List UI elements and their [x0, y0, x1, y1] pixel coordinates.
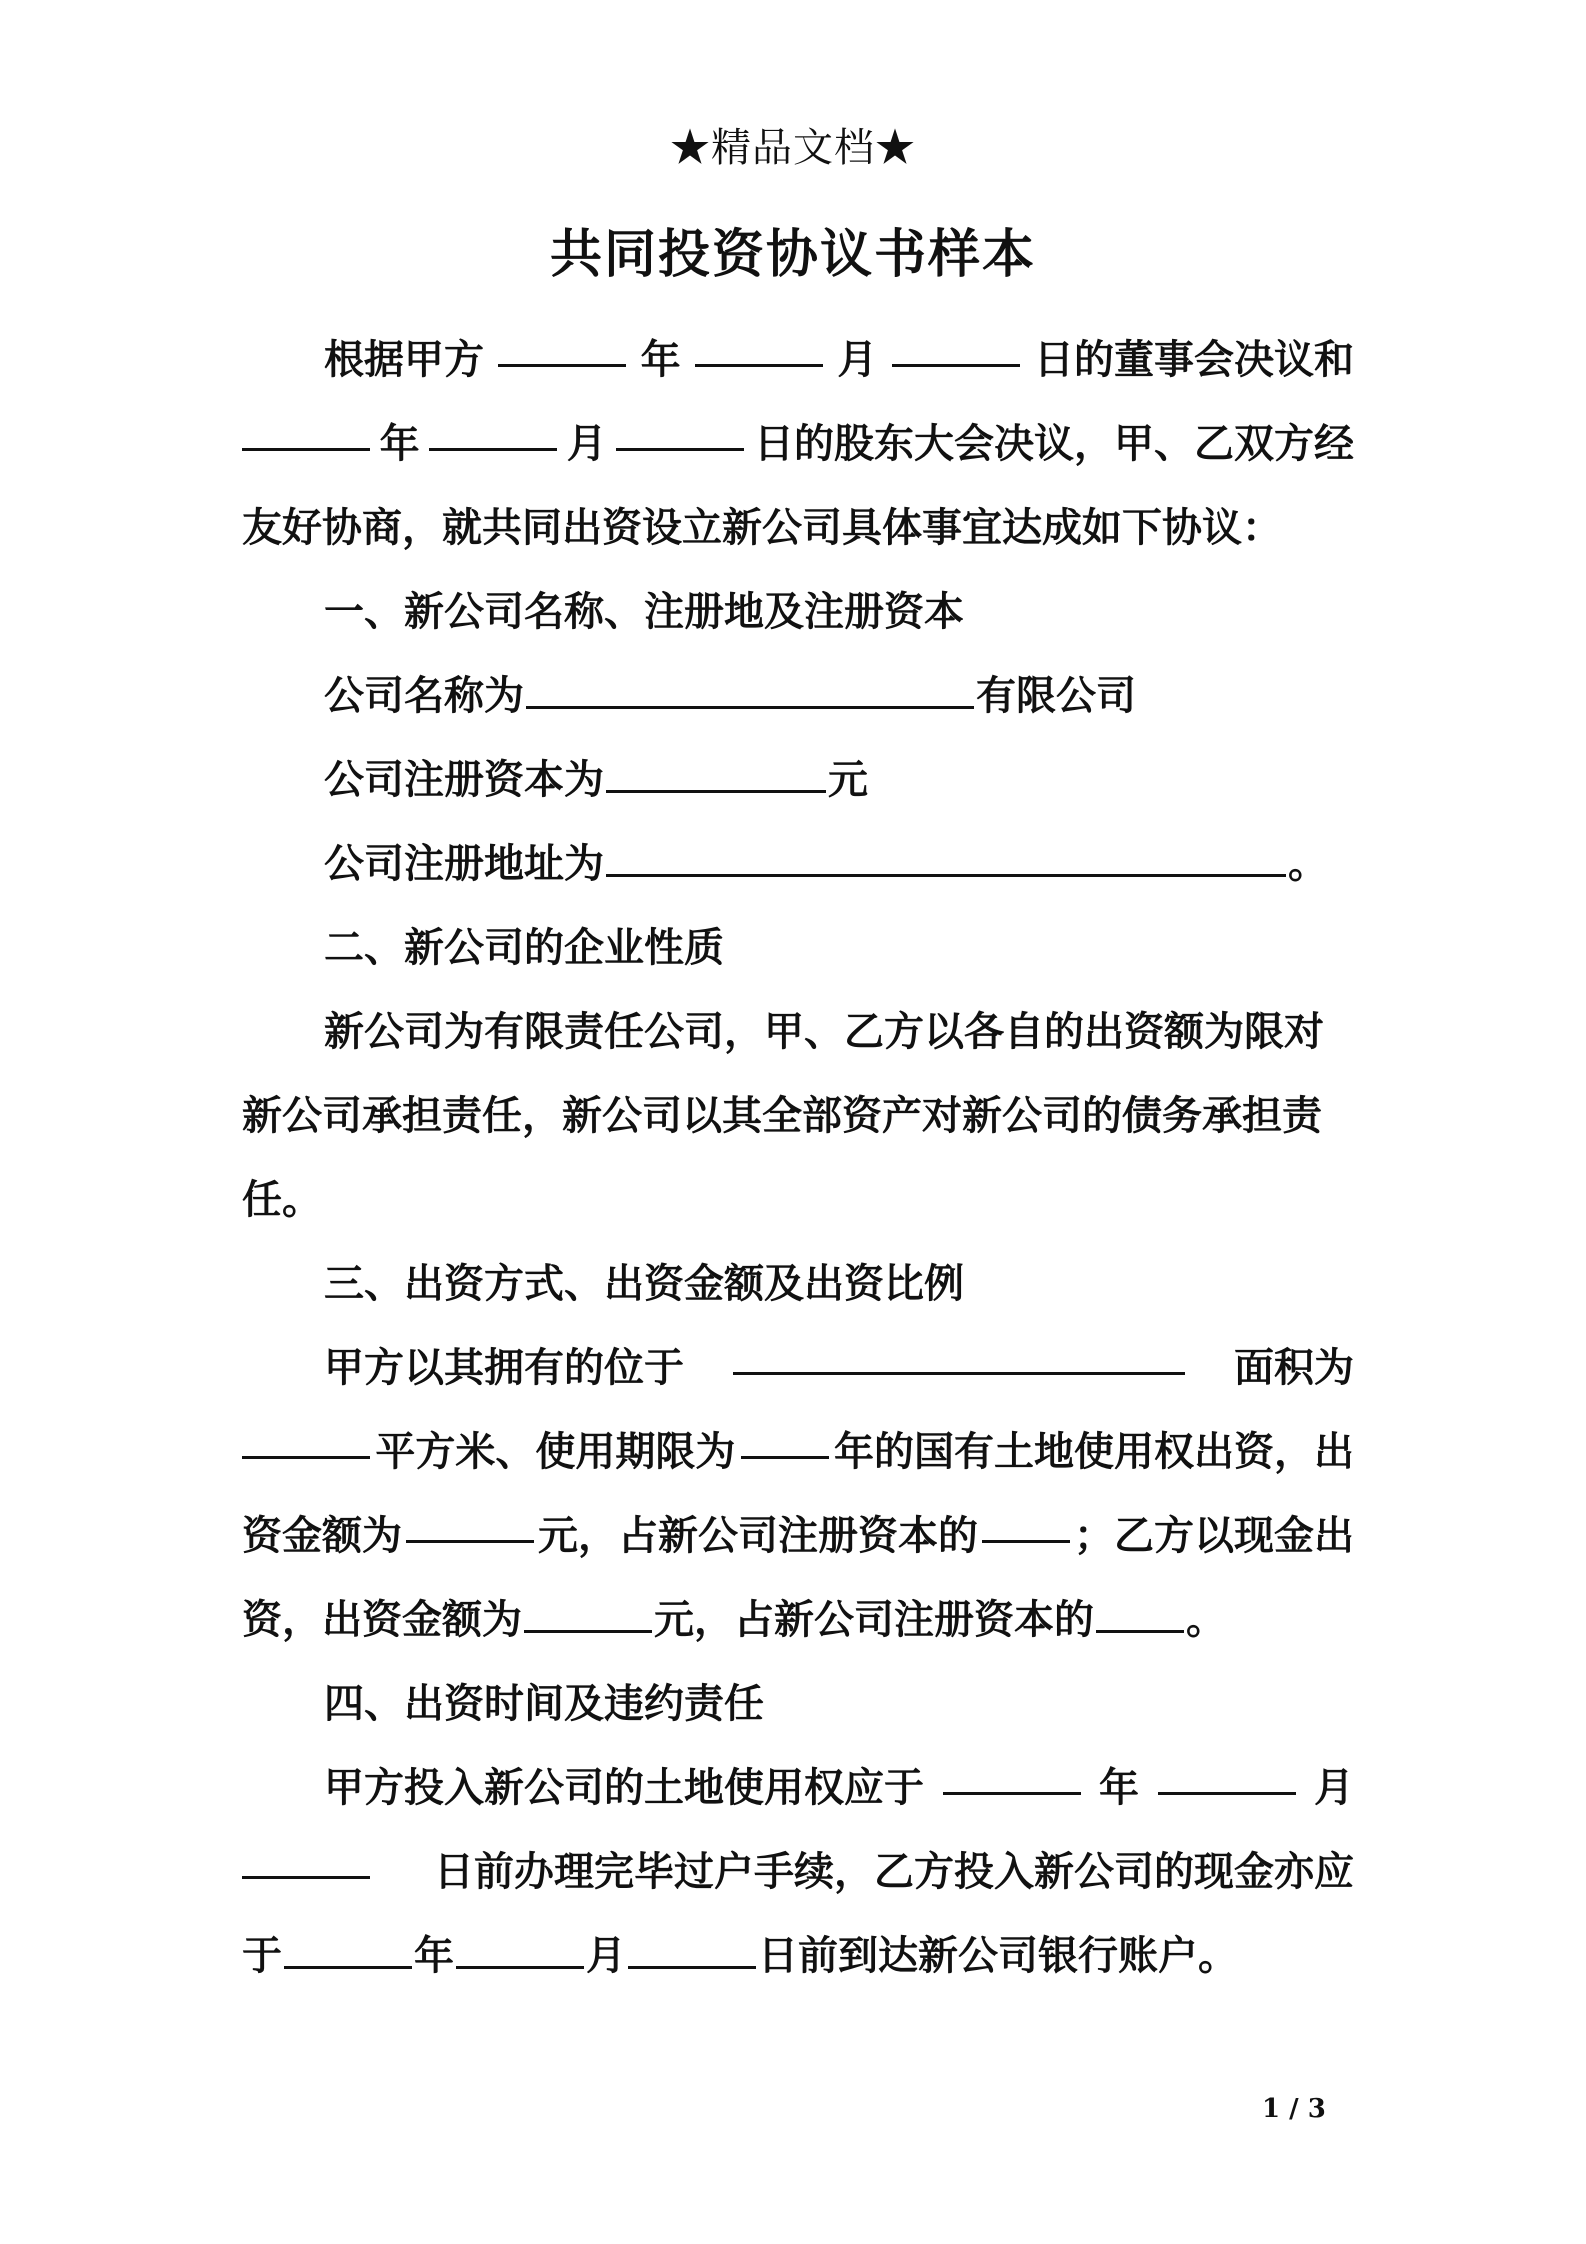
blank-area — [242, 1410, 370, 1459]
blank-day — [628, 1920, 756, 1969]
section-3-heading: 三、出资方式、出资金额及出资比例 — [324, 1261, 964, 1307]
text-segment: 甲方以其拥有的位于 — [324, 1345, 684, 1391]
blank-party-b-amount — [524, 1584, 652, 1633]
text-segment: 元 — [828, 757, 868, 803]
registered-address-line — [242, 822, 1354, 906]
text-segment: 面积为 — [1234, 1345, 1354, 1391]
text-segment: 年的国有土地使用权出资，出 — [833, 1429, 1354, 1475]
section-4-line-2 — [242, 1830, 1354, 1914]
section-3-line-1 — [242, 1326, 1354, 1410]
blank-month — [456, 1920, 584, 1969]
blank-month — [429, 402, 557, 451]
section-3-line-4 — [242, 1578, 1354, 1662]
paragraph-1-line-3 — [242, 486, 1354, 570]
blank-month — [695, 318, 823, 367]
blank-year — [943, 1746, 1081, 1795]
document-title: 共同投资协议书样本 — [549, 225, 1036, 285]
blank-year — [242, 402, 370, 451]
page-number: 1 / 3 — [1262, 2094, 1326, 2124]
text-segment: 友好协商，就共同出资设立新公司具体事宜达成如下协议： — [242, 505, 1282, 551]
text-segment: 公司名称为 — [324, 673, 524, 719]
text-segment: 公司注册资本为 — [324, 757, 604, 803]
text-segment: 元，占新公司注册资本的 — [654, 1597, 1094, 1643]
section-2-heading: 二、新公司的企业性质 — [324, 925, 724, 971]
text-segment: 。 — [1186, 1597, 1226, 1643]
text-segment: 有限公司 — [976, 673, 1136, 719]
company-name-line — [242, 654, 1354, 738]
text-segment: 月 — [586, 1933, 626, 1979]
section-4-heading: 四、出资时间及违约责任 — [324, 1681, 764, 1727]
text-segment: 资金额为 — [242, 1513, 402, 1559]
text-segment: 月 — [1314, 1765, 1354, 1811]
blank-registered-capital — [606, 744, 826, 793]
text-segment: 日的股东大会决议，甲、乙双方经 — [753, 421, 1354, 467]
text-segment: 公司注册地址为 — [324, 841, 604, 887]
registered-capital-line — [242, 738, 1354, 822]
text-segment: 年 — [640, 337, 681, 383]
text-segment: 平方米、使用期限为 — [375, 1429, 736, 1475]
text-segment: 日前到达新公司银行账户。 — [758, 1933, 1238, 1979]
blank-registered-address — [606, 828, 1286, 877]
blank-party-a-ratio — [982, 1494, 1070, 1543]
text-segment: 于 — [242, 1933, 282, 1979]
blank-land-location — [733, 1326, 1185, 1375]
section-1-heading: 一、新公司名称、注册地及注册资本 — [324, 589, 964, 635]
section-2-line-2: 新公司承担责任，新公司以其全部资产对新公司的债务承担责 — [242, 1093, 1322, 1139]
header-banner: ★精品文档★ — [670, 125, 916, 171]
blank-term-years — [741, 1410, 829, 1459]
section-2-line-3: 任。 — [242, 1177, 322, 1223]
blank-party-b-ratio — [1096, 1584, 1184, 1633]
text-segment: 年 — [379, 421, 420, 467]
text-segment: ；乙方以现金出 — [1074, 1513, 1354, 1559]
document-body — [242, 318, 1354, 1998]
section-3-line-3 — [242, 1494, 1354, 1578]
blank-day — [616, 402, 744, 451]
blank-day — [242, 1830, 370, 1879]
section-2-line-1: 新公司为有限责任公司，甲、乙方以各自的出资额为限对 — [324, 1009, 1324, 1055]
text-segment: 日前办理完毕过户手续，乙方投入新公司的现金亦应 — [434, 1849, 1354, 1895]
text-segment: 根据甲方 — [324, 337, 484, 383]
text-segment: 日的董事会决议和 — [1033, 337, 1354, 383]
blank-year — [284, 1920, 412, 1969]
paragraph-1-line-2 — [242, 402, 1354, 486]
paragraph-1-line-1 — [242, 318, 1354, 402]
blank-year — [498, 318, 626, 367]
text-segment: 年 — [414, 1933, 454, 1979]
text-segment: 甲方投入新公司的土地使用权应于 — [324, 1765, 924, 1811]
text-segment: 资，出资金额为 — [242, 1597, 522, 1643]
blank-day — [892, 318, 1020, 367]
text-segment: 。 — [1288, 841, 1328, 887]
text-segment: 月 — [566, 421, 607, 467]
blank-party-a-amount — [406, 1494, 534, 1543]
text-segment: 年 — [1099, 1765, 1139, 1811]
blank-month — [1158, 1746, 1296, 1795]
section-4-line-3 — [242, 1914, 1354, 1998]
blank-company-name — [526, 660, 974, 709]
section-3-line-2 — [242, 1410, 1354, 1494]
text-segment: 月 — [837, 337, 878, 383]
text-segment: 元，占新公司注册资本的 — [538, 1513, 978, 1559]
section-4-line-1 — [242, 1746, 1354, 1830]
